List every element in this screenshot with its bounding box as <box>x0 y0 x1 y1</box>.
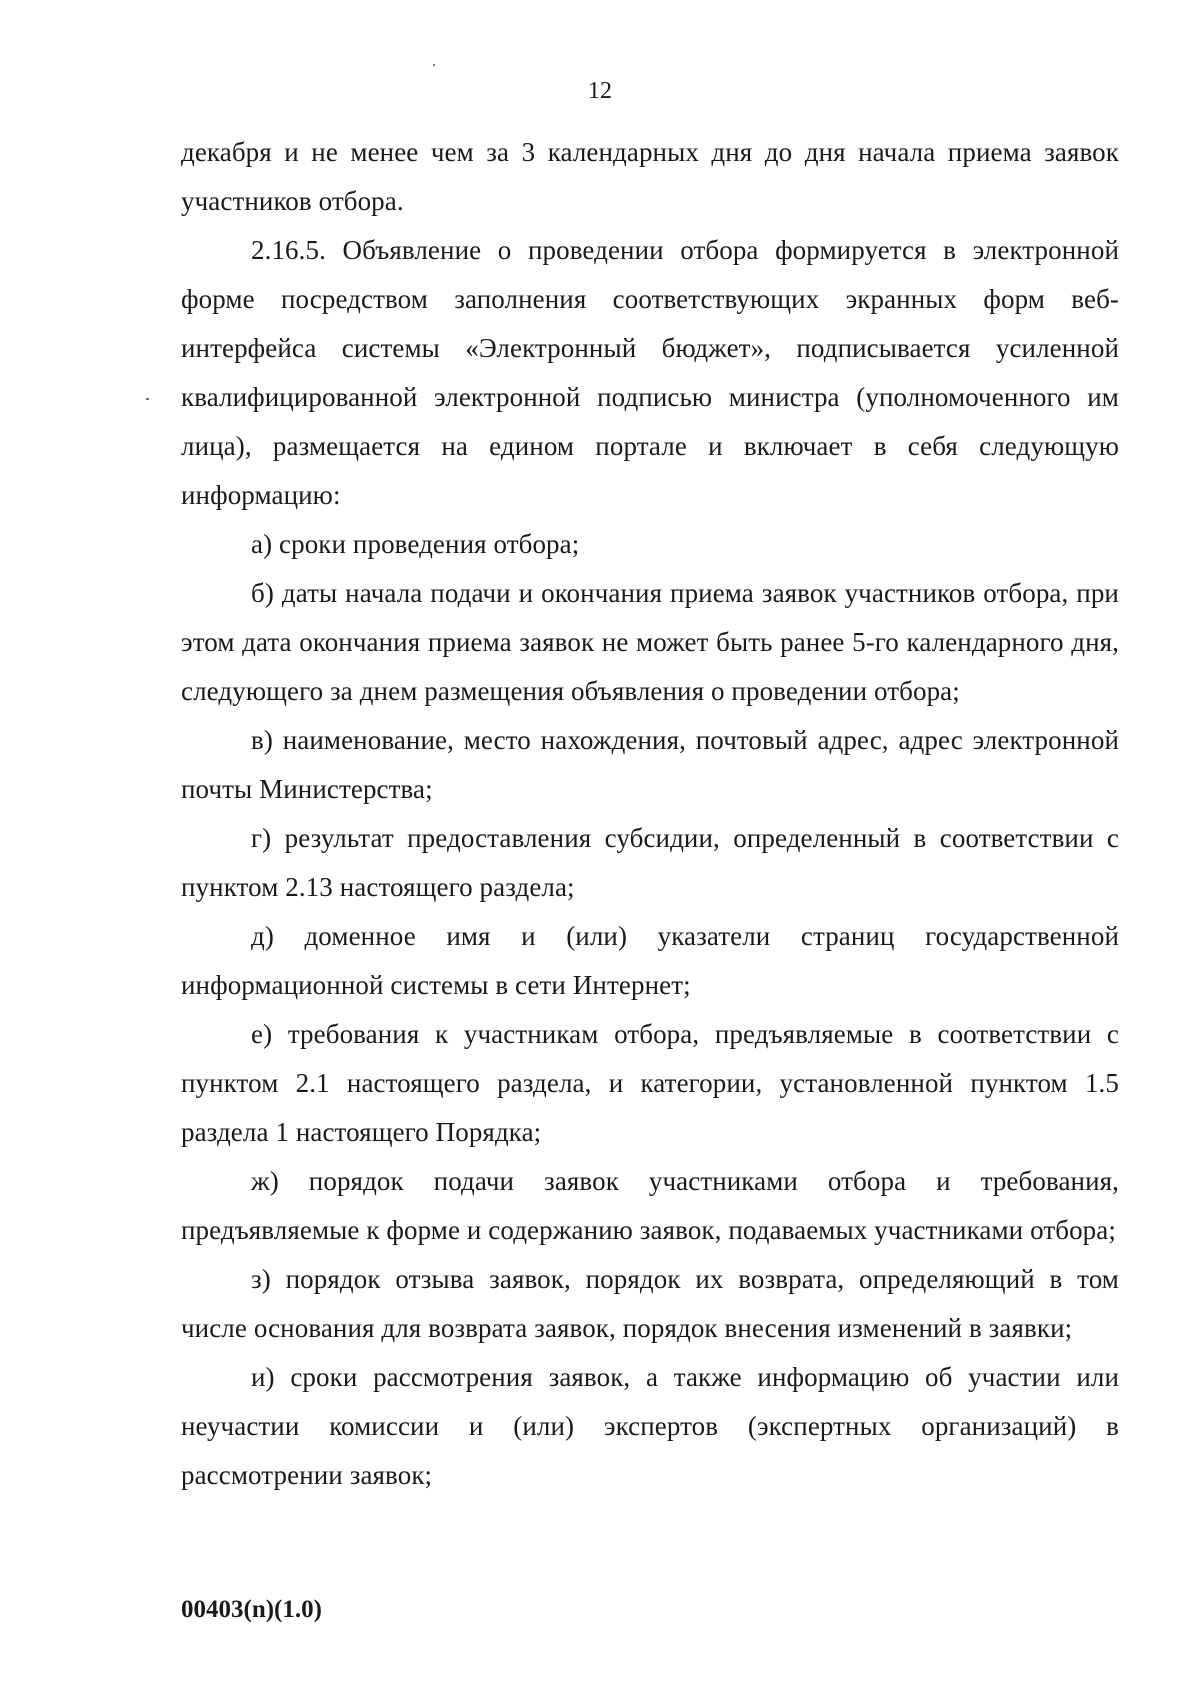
list-item-d: д) доменное имя и (или) указатели страниц государственной информационной системы в сети Интернет; <box>181 921 1119 1000</box>
list-item-e: е) требования к участникам отбора, предъявляемые в соответствии с пунктом 2.1 настоящего раздела, и категории, установленной пунктом 1.5 раздела 1 настоящего Порядка; <box>181 1019 1119 1147</box>
list-item-g: г) результат предоставления субсидии, определенный в соответствии с пунктом 2.13 настоящего раздела; <box>181 823 1119 902</box>
paragraph-continuation: декабря и не менее чем за 3 календарных дня до дня начала приема заявок участников отбора. <box>181 137 1119 216</box>
list-item-b: б) даты начала подачи и окончания приема заявок участников отбора, при этом дата окончания приема заявок не может быть ранее 5-го календарного дня, следующего за днем размещения объявления о проведении отбора; <box>181 578 1119 706</box>
list-item-a: а) сроки проведения отбора; <box>251 529 580 559</box>
list-item-i: и) сроки рассмотрения заявок, а также информацию об участии или неучастии комиссии и (или) экспертов (экспертных организаций) в рассмотрении заявок; <box>181 1362 1119 1490</box>
list-item-zh: ж) порядок подачи заявок участниками отбора и требования, предъявляемые к форме и содержанию заявок, подаваемых участниками отбора; <box>181 1166 1119 1245</box>
page-number: 12 <box>588 78 612 104</box>
list-item-z: з) порядок отзыва заявок, порядок их возврата, определяющий в том числе основания для возврата заявок, порядок внесения изменений в заявки; <box>181 1264 1119 1343</box>
document-code: 00403(n)(1.0) <box>181 1596 322 1623</box>
scan-speck <box>146 398 149 400</box>
document-body <box>181 128 1119 1500</box>
paragraph-2-16-5: 2.16.5. Объявление о проведении отбора формируется в электронной форме посредством заполнения соответствующих экранных форм веб-интерфейса системы «Электронный бюджет», подписывается усиленной квалифицированной электронной подписью министра (уполномоченного им лица), размещается на едином портале и включает в себя следующую информацию: <box>181 235 1119 510</box>
scan-speck <box>433 64 435 66</box>
list-item-v: в) наименование, место нахождения, почтовый адрес, адрес электронной почты Министерства; <box>181 725 1119 804</box>
